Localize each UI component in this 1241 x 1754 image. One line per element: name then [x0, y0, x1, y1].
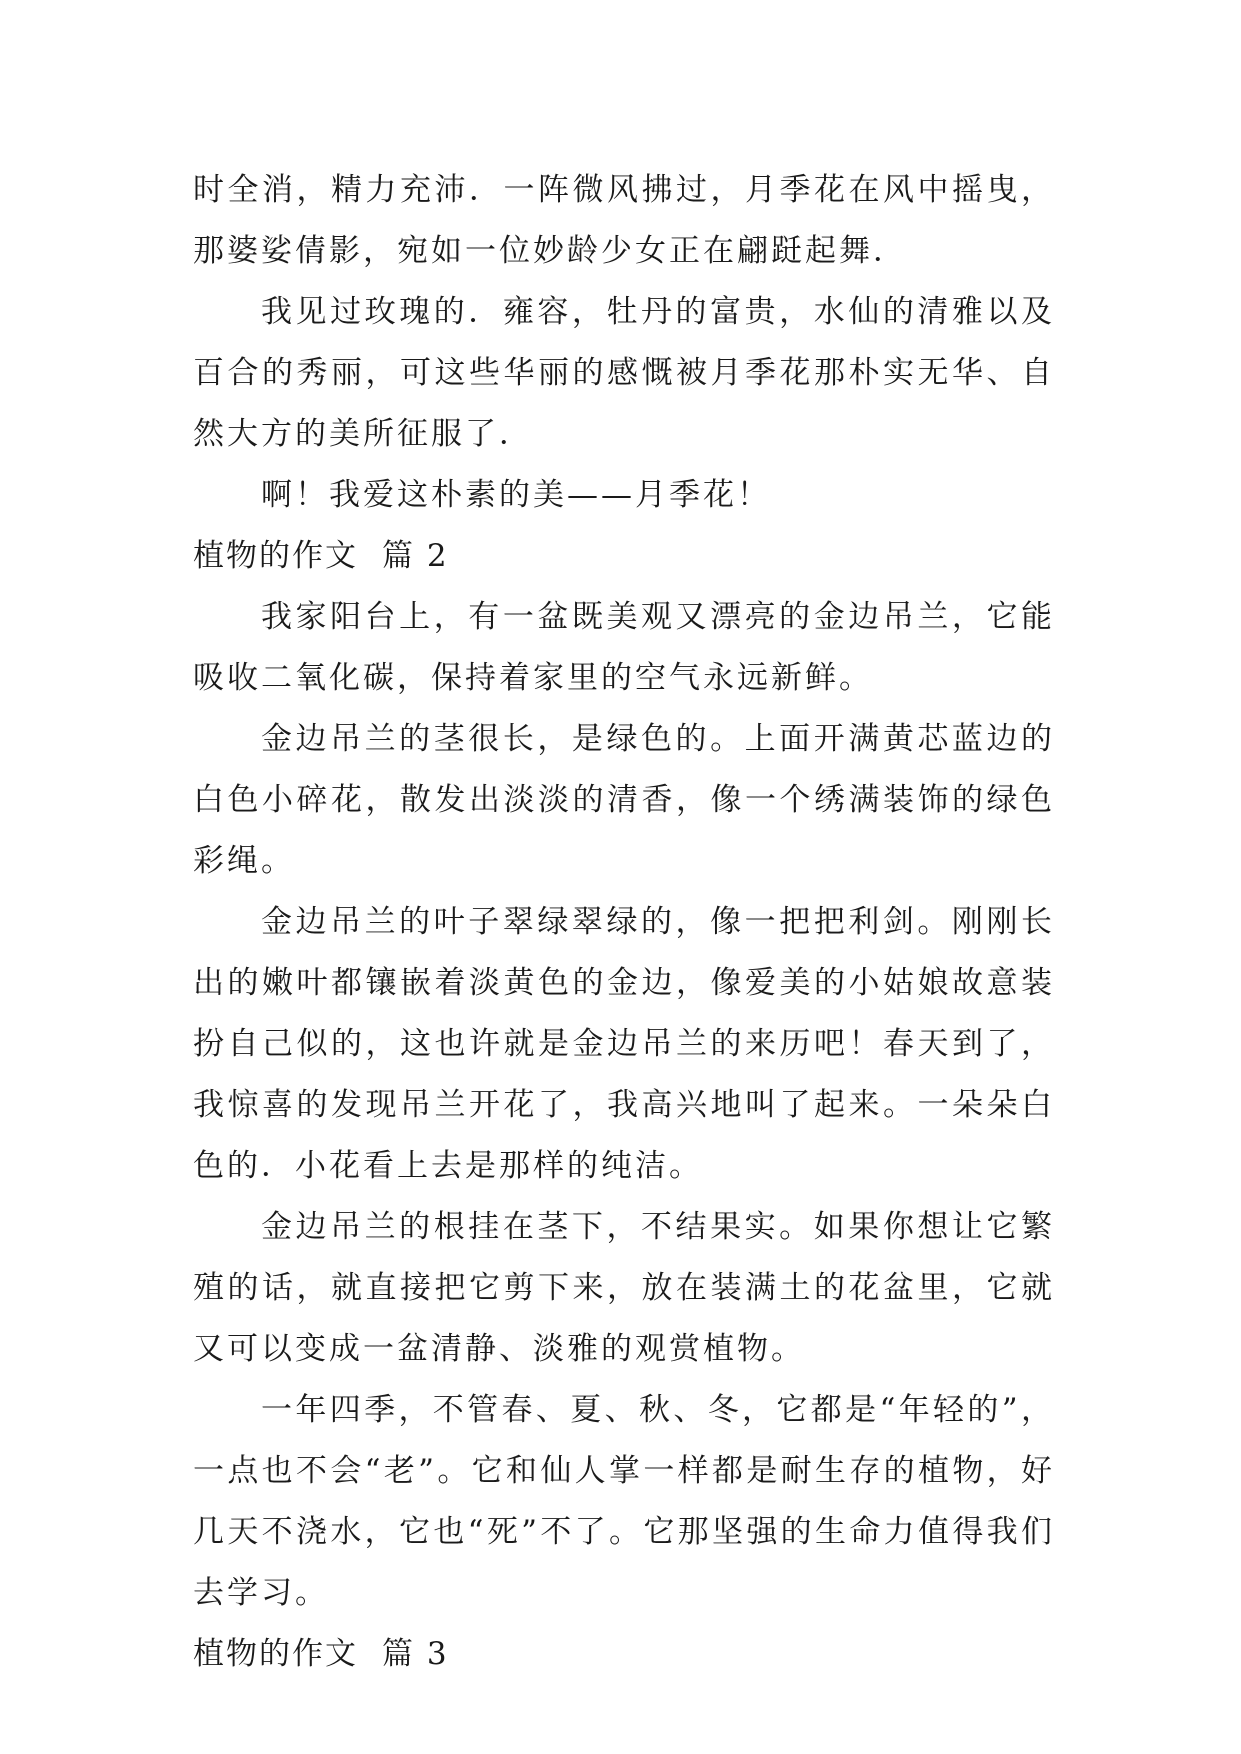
paragraph: 金边吊兰的茎很长，是绿色的。上面开满黄芯蓝边的白色小碎花，散发出淡淡的清香，像一个绣满装饰的绿色彩绳。: [193, 721, 1055, 879]
paragraph: 我见过玫瑰的．雍容，牡丹的富贵，水仙的清雅以及百合的秀丽，可这些华丽的感慨被月季花那朴实无华、自然大方的美所征服了．: [193, 294, 1055, 452]
paragraph: 一年四季，不管春、夏、秋、冬，它都是“年轻的”，一点也不会“老”。它和仙人掌一样都是耐生存的植物，好几天不浇水，它也“死”不了。它那坚强的生命力值得我们去学习。: [193, 1392, 1055, 1611]
section-heading: [193, 1624, 1055, 1685]
paragraph: 金边吊兰的根挂在茎下，不结果实。如果你想让它繁殖的话，就直接把它剪下来，放在装满土的花盆里，它就又可以变成一盆清静、淡雅的观赏植物。: [193, 1209, 1055, 1367]
section-heading-title: 植物的作文: [193, 1636, 358, 1672]
document-body: [193, 160, 1055, 1685]
paragraph-continued: 时全消，精力充沛．一阵微风拂过，月季花在风中摇曳，那婆娑倩影，宛如一位妙龄少女正在翩跹起舞．: [193, 172, 1055, 269]
section-heading-title: 植物的作文: [193, 538, 358, 574]
section-heading-number: 篇 2: [382, 538, 449, 574]
paragraph: 啊！我爱这朴素的美——月季花！: [261, 477, 771, 513]
paragraph: 金边吊兰的叶子翠绿翠绿的，像一把把利剑。刚刚长出的嫩叶都镶嵌着淡黄色的金边，像爱美的小姑娘故意装扮自己似的，这也许就是金边吊兰的来历吧！春天到了，我惊喜的发现吊兰开花了，我高兴地叫了起来。一朵朵白色的．小花看上去是那样的纯洁。: [193, 904, 1055, 1184]
section-heading-number: 篇 3: [382, 1636, 449, 1672]
section-heading: [193, 526, 1055, 587]
paragraph: 我家阳台上，有一盆既美观又漂亮的金边吊兰，它能吸收二氧化碳，保持着家里的空气永远新鲜。: [193, 599, 1055, 696]
